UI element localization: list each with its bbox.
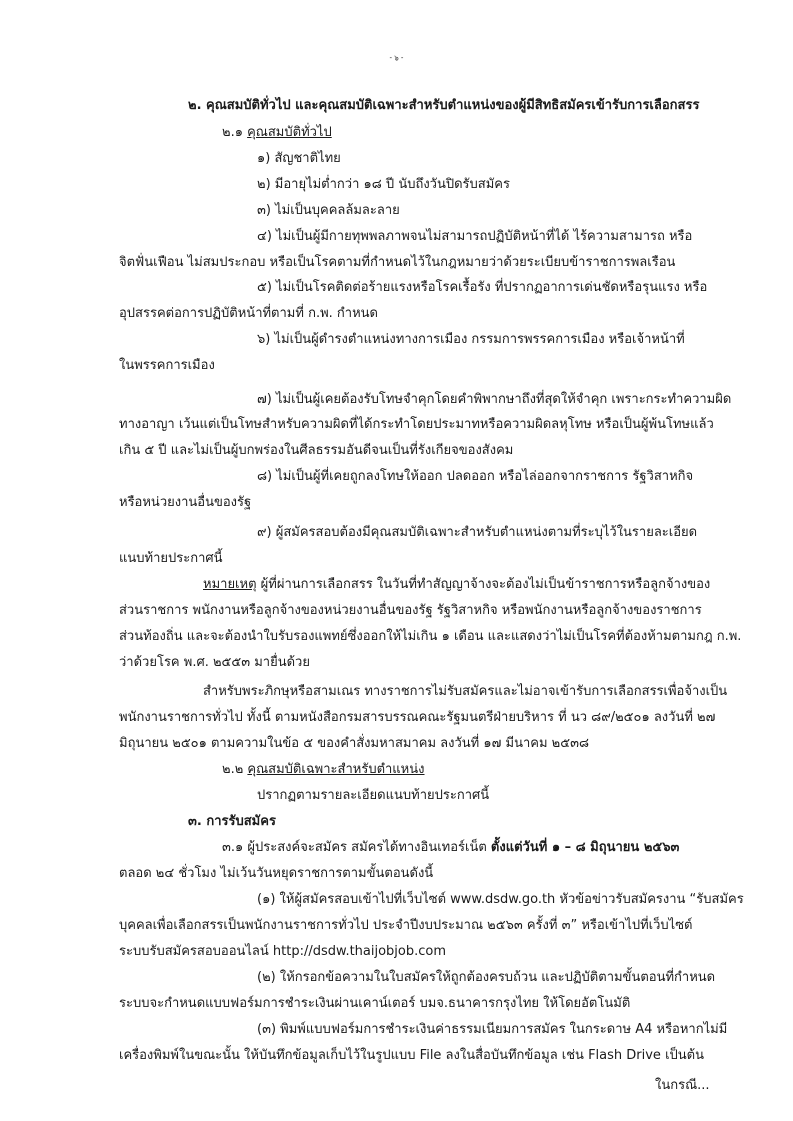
qualification-item-7-cont2: เกิน ๕ ปี และไม่เป็นผู้บกพร่องในศีลธรรมอันดีจนเป็นที่รังเกียจของสังคม xyxy=(119,443,514,458)
qualification-item-5-cont: อุปสรรคต่อการปฏิบัติหน้าที่ตามที่ ก.พ. กำหนด xyxy=(119,306,378,321)
s22-number: ๒.๒ xyxy=(222,762,244,777)
qualification-item-8-cont: หรือหน่วยงานอื่นของรัฐ xyxy=(119,495,252,510)
step-2: (๒) ให้กรอกข้อความในใบสมัครให้ถูกต้องครบถ้วน และปฏิบัติตามขั้นตอนที่กำหนด xyxy=(257,970,716,985)
step-1: (๑) ให้ผู้สมัครสอบเข้าไปที่เว็บไซต์ www.dsdw.go.th หัวข้อข่าวรับสมัครงาน “รับสมัคร xyxy=(257,892,744,907)
page-number: - ๖ - xyxy=(389,54,404,62)
step-3-cont: เครื่องพิมพ์ในขณะนั้น ให้บันทึกข้อมูลเก็บไว้ในรูปแบบ File ลงในสื่อบันทึกข้อมูล เช่น Flash Drive เป็นต้น xyxy=(119,1048,704,1063)
s22-title: คุณสมบัติเฉพาะสำหรับตำแหน่ง xyxy=(247,762,425,777)
monk-line-1: สำหรับพระภิกษุหรือสามเณร ทางราชการไม่รับสมัครและไม่อาจเข้ารับการเลือกสรรเพื่อจ้างเป็น xyxy=(203,684,728,699)
s21-heading xyxy=(222,122,332,144)
s31-line-2: ตลอด ๒๔ ชั่วโมง ไม่เว้นวันหยุดราชการตามขั้นตอนดังนี้ xyxy=(119,866,434,881)
section3-heading: ๓. การรับสมัคร xyxy=(188,814,276,829)
note-text: ผู้ที่ผ่านการเลือกสรร ในวันที่ทำสัญญาจ้างจะต้องไม่เป็นข้าราชการหรือลูกจ้างของ xyxy=(260,577,711,592)
note-line-2: ส่วนราชการ พนักงานหรือลูกจ้างของหน่วยงานอื่นของรัฐ รัฐวิสาหกิจ หรือพนักงานหรือลูกจ้างของราชการ xyxy=(119,603,702,618)
note-line-1 xyxy=(203,574,710,596)
qualification-item-4-cont: จิตฟั่นเฟือน ไม่สมประกอบ หรือเป็นโรคตามที่กำหนดไว้ในกฎหมายว่าด้วยระเบียบข้าราชการพลเรือน xyxy=(119,255,676,270)
s22-heading xyxy=(222,759,425,781)
s31-prefix: ๓.๑ ผู้ประสงค์จะสมัคร สมัครได้ทางอินเทอร์เน็ต xyxy=(222,840,491,855)
qualification-item-6-cont: ในพรรคการเมือง xyxy=(119,358,215,373)
step-2-cont: ระบบจะกำหนดแบบฟอร์มการชำระเงินผ่านเคาน์เตอร์ บมจ.ธนาคารกรุงไทย ให้โดยอัตโนมัติ xyxy=(119,996,631,1011)
qualification-item-8: ๘) ไม่เป็นผู้ที่เคยถูกลงโทษให้ออก ปลดออก หรือไล่ออกจากราชการ รัฐวิสาหกิจ xyxy=(257,469,694,484)
qualification-item-4: ๔) ไม่เป็นผู้มีกายทุพพลภาพจนไม่สามารถปฏิบัติหน้าที่ได้ ไร้ความสามารถ หรือ xyxy=(257,229,693,244)
step-1-cont2: ระบบรับสมัครสอบออนไลน์ http://dsdw.thaijobjob.com xyxy=(119,944,447,959)
note-line-3: ส่วนท้องถิ่น และจะต้องนำใบรับรองแพทย์ซึ่งออกให้ไม่เกิน ๑ เดือน และแสดงว่าไม่เป็นโรคที่ต้องห้ามตามกฎ ก.พ. xyxy=(119,629,742,644)
note-label: หมายเหตุ xyxy=(203,577,257,592)
s31-dates: ตั้งแต่วันที่ ๑ – ๘ มิถุนายน ๒๕๖๓ xyxy=(490,840,680,855)
step-3: (๓) พิมพ์แบบฟอร์มการชำระเงินค่าธรรมเนียมการสมัคร ในกระดาษ A4 หรือหากไม่มี xyxy=(257,1022,728,1037)
qualification-item-1: ๑) สัญชาติไทย xyxy=(257,151,341,166)
qualification-item-2: ๒) มีอายุไม่ต่ำกว่า ๑๘ ปี นับถึงวันปิดรับสมัคร xyxy=(257,177,510,192)
section2-heading: ๒. คุณสมบัติทั่วไป และคุณสมบัติเฉพาะสำหรับตำแหน่งของผู้มีสิทธิสมัครเข้ารับการเลือกสรร xyxy=(188,98,700,113)
s31-line-1 xyxy=(222,837,679,859)
qualification-item-9: ๙) ผู้สมัครสอบต้องมีคุณสมบัติเฉพาะสำหรับตำแหน่งตามที่ระบุไว้ในรายละเอียด xyxy=(257,525,698,540)
s21-number: ๒.๑ xyxy=(222,125,243,140)
qualification-item-9-cont: แนบท้ายประกาศนี้ xyxy=(119,551,223,566)
continuation-text: ในกรณี... xyxy=(655,1078,710,1093)
qualification-item-3: ๓) ไม่เป็นบุคคลล้มละลาย xyxy=(257,203,400,218)
qualification-item-6: ๖) ไม่เป็นผู้ดำรงตำแหน่งทางการเมือง กรรมการพรรคการเมือง หรือเจ้าหน้าที่ xyxy=(257,332,685,347)
qualification-item-7: ๗) ไม่เป็นผู้เคยต้องรับโทษจำคุกโดยคำพิพากษาถึงที่สุดให้จำคุก เพราะกระทำความผิด xyxy=(257,392,732,407)
note-line-4: ว่าด้วยโรค พ.ศ. ๒๕๕๓ มายื่นด้วย xyxy=(119,655,310,670)
step-1-cont1: บุคคลเพื่อเลือกสรรเป็นพนักงานราชการทั่วไป ประจำปีงบประมาณ ๒๕๖๓ ครั้งที่ ๓” หรือเข้าไปที่เว็บไซต์ xyxy=(119,918,693,933)
monk-line-3: มิถุนายน ๒๕๐๑ ตามความในข้อ ๕ ของคำสั่งมหาสมาคม ลงวันที่ ๑๗ มีนาคม ๒๕๓๘ xyxy=(119,736,589,751)
s21-title: คุณสมบัติทั่วไป xyxy=(247,125,332,140)
s22-text: ปรากฏตามรายละเอียดแนบท้ายประกาศนี้ xyxy=(257,788,490,803)
qualification-item-5: ๕) ไม่เป็นโรคติดต่อร้ายแรงหรือโรคเรื้อรัง ที่ปรากฏอาการเด่นชัดหรือรุนแรง หรือ xyxy=(257,280,708,295)
monk-line-2: พนักงานราชการทั่วไป ทั้งนี้ ตามหนังสือกรมสารบรรณคณะรัฐมนตรีฝ่ายบริหาร ที่ นว ๘๙/๒๕๐๑ ลงวันที่ ๒๗ xyxy=(119,710,716,725)
qualification-item-7-cont1: ทางอาญา เว้นแต่เป็นโทษสำหรับความผิดที่ได้กระทำโดยประมาทหรือความผิดลหุโทษ หรือเป็นผู้พ้นโทษแล้ว xyxy=(119,417,714,432)
